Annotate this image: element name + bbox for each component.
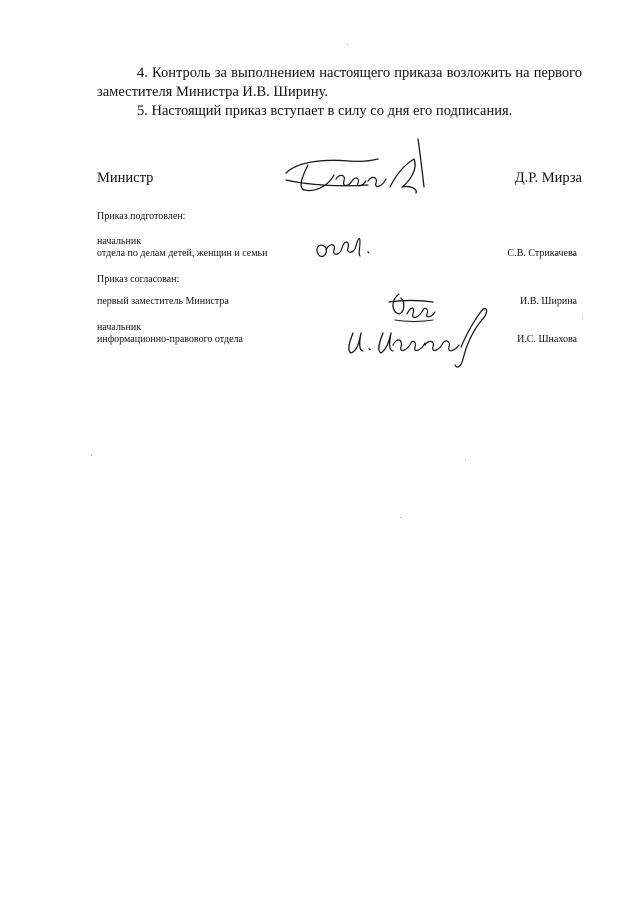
scan-speck (347, 44, 348, 45)
prepared-position-line2: отдела по делам детей, женщин и семьи (97, 248, 268, 259)
agreed-first-position: первый заместитель Министра (97, 296, 229, 307)
order-item-4: 4. Контроль за выполнением настоящего приказа возложить на первого заместителя Министра И.В. Ширину. (97, 65, 582, 100)
minister-signature (278, 135, 453, 205)
agreed-second-position-line1: начальник (97, 322, 142, 333)
scan-speck (465, 460, 466, 461)
scan-speck (400, 517, 401, 518)
agreed-first-name: И.В. Ширина (520, 296, 577, 307)
agreed-heading: Приказ согласован: (97, 274, 180, 285)
scan-speck (582, 318, 583, 319)
prepared-name: С.В. Стрикачева (507, 248, 577, 259)
minister-position: Министр (97, 170, 154, 186)
prepared-heading: Приказ подготовлен: (97, 211, 186, 222)
agreed-second-name: И.С. Шнахова (517, 334, 577, 345)
scan-speck (91, 455, 92, 456)
order-item-5: 5. Настоящий приказ вступает в силу со дня его подписания. (137, 103, 513, 119)
agreed-second-signature (345, 303, 495, 373)
agreed-second-position-line2: информационно-правового отдела (97, 334, 243, 345)
minister-name: Д.Р. Мирза (514, 170, 582, 186)
prepared-signature (312, 232, 372, 264)
prepared-position-line1: начальник (97, 236, 142, 247)
